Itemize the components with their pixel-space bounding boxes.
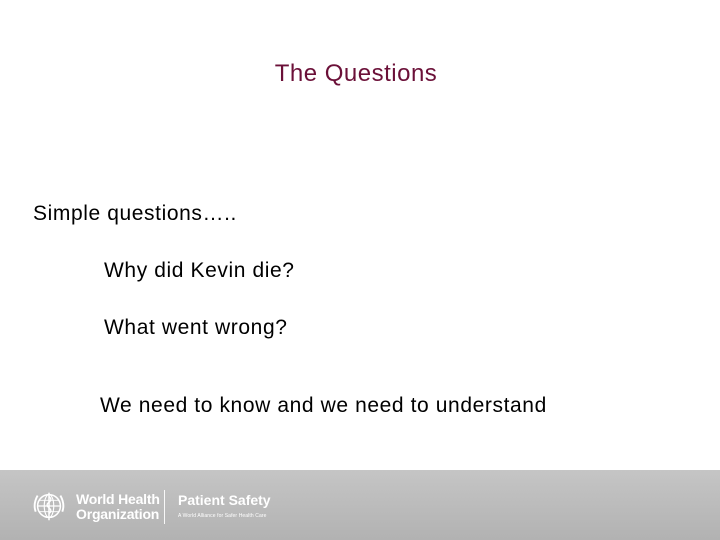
- body-line-why-kevin-die: Why did Kevin die?: [104, 259, 295, 282]
- slide-title: The Questions: [274, 60, 438, 87]
- who-emblem-icon: [30, 487, 68, 525]
- body-line-what-went-wrong: What went wrong?: [104, 316, 288, 339]
- footer-band: [0, 470, 720, 540]
- footer-divider: [164, 490, 165, 524]
- body-line-simple-questions: Simple questions…..: [33, 202, 237, 225]
- patient-safety-label: Patient Safety: [178, 492, 271, 508]
- patient-safety-tagline: A World Alliance for Safer Health Care: [178, 513, 267, 519]
- body-line-need-to-know: We need to know and we need to understand: [100, 394, 547, 417]
- who-name-line1: World Health: [76, 491, 160, 507]
- who-name-line2: Organization: [76, 506, 160, 522]
- who-name: [76, 492, 160, 522]
